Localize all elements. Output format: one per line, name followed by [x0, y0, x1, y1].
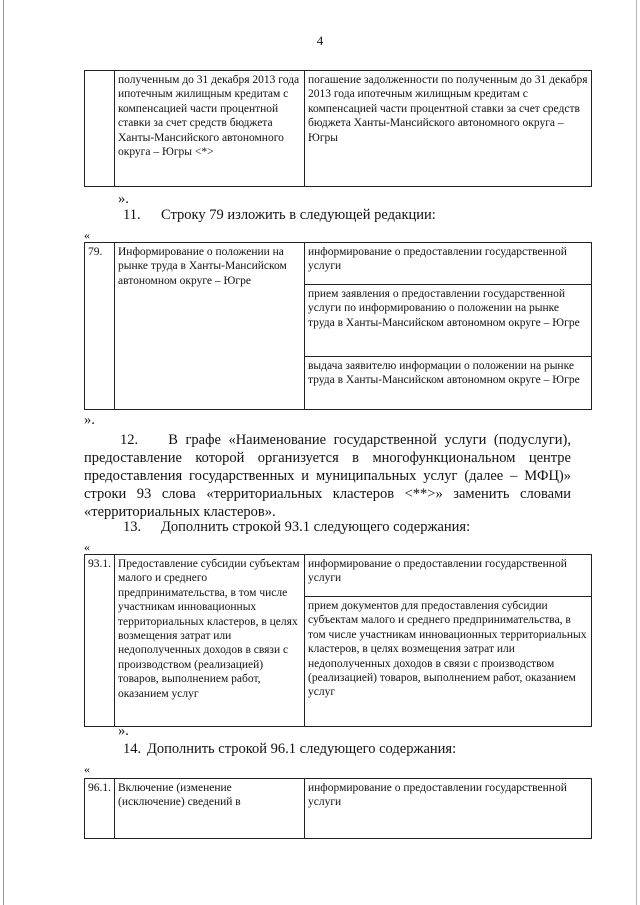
table-continuation	[84, 70, 592, 187]
item-11-text: Строку 79 изложить в следующей редакции:	[161, 207, 436, 223]
table-row	[85, 779, 592, 839]
stage-item: выдача заявителю информации о положении на рынке труда в Ханты-Мансийском автономном округе – Югре	[305, 356, 591, 409]
scan-edge-left	[3, 0, 4, 905]
service-stage-cell: погашение задолженности по полученным до 31 декабря 2013 года ипотечным жилищным кредитам с компенсацией части процентной ставки за счет средств бюджета Ханты-Мансийского автономного округа – Югры	[305, 71, 592, 187]
item-13-text: Дополнить строкой 93.1 следующего содержания:	[161, 519, 471, 535]
closing-quote: ».	[84, 412, 95, 428]
item-12-paragraph: 12. В графе «Наименование государственной услуги (подуслуги), предоставление которой организуется в многофункциональном центре предоставления государственных и муниципальных услуг (далее – МФЦ)» строки 93 слова «территориальных кластеров <**>» заменить словами «территориальных кластеров».	[84, 432, 571, 520]
item-14-text: Дополнить строкой 96.1 следующего содержания:	[147, 741, 457, 757]
closing-quote: ».	[118, 723, 129, 739]
stage-item: информирование о предоставлении государственной услуги	[308, 558, 567, 585]
row-number-cell: 96.1.	[85, 779, 115, 839]
table-row-96-1	[84, 778, 592, 839]
service-name-cell: Включение (изменение (исключение) сведений в	[115, 779, 305, 839]
table-row-79	[84, 242, 592, 410]
opening-quote: «	[84, 228, 90, 242]
stage-item: информирование о предоставлении государственной услуги	[308, 246, 567, 273]
closing-quote: ».	[118, 191, 129, 207]
table-row	[85, 243, 592, 410]
row-number-cell: 93.1.	[85, 555, 115, 727]
item-13-number: 13.	[123, 519, 142, 535]
service-name-cell: полученным до 31 декабря 2013 года ипотечным жилищным кредитам с компенсацией части процентной ставки за счет средств бюджета Ханты-Мансийского автономного округа – Югры <*>	[115, 71, 305, 187]
stage-item: прием документов для предоставления субсидии субъектам малого и среднего предпринимательства, в том числе участникам инновационных территориальных кластеров, в целях возмещения затрат или недополученных доходов в связи с производством (реализацией) товаров, выполнением работ, оказанием услуг	[305, 596, 591, 726]
table-row-93-1	[84, 554, 592, 727]
service-stage-cell: информирование о предоставлении государственной услуги	[305, 779, 592, 839]
page-number: 4	[316, 33, 324, 48]
row-number-cell: 79.	[85, 243, 115, 410]
row-number-cell	[85, 71, 115, 187]
service-stages-cell	[305, 243, 592, 410]
service-name-cell: Информирование о положении на рынке труда в Ханты-Мансийском автономном округе – Югре	[115, 243, 305, 410]
table-row	[85, 71, 592, 187]
service-name-cell: Предоставление субсидии субъектам малого и среднего предпринимательства, в том числе участникам инновационных территориальных кластеров, в целях возмещения затрат или недополученных доходов в связи с производством (реализацией) товаров, выполнением работ, оказанием услуг	[115, 555, 305, 727]
stage-item: прием заявления о предоставлении государственной услуги по информированию о положении на рынке труда в Ханты-Мансийском автономном округе – Югре	[305, 284, 591, 356]
scan-edge-right	[636, 0, 637, 905]
item-11-number: 11.	[123, 207, 141, 223]
table-row	[85, 555, 592, 727]
item-14-number: 14.	[123, 741, 142, 757]
service-stages-cell	[305, 555, 592, 727]
opening-quote: «	[84, 540, 90, 554]
opening-quote: «	[84, 762, 90, 776]
